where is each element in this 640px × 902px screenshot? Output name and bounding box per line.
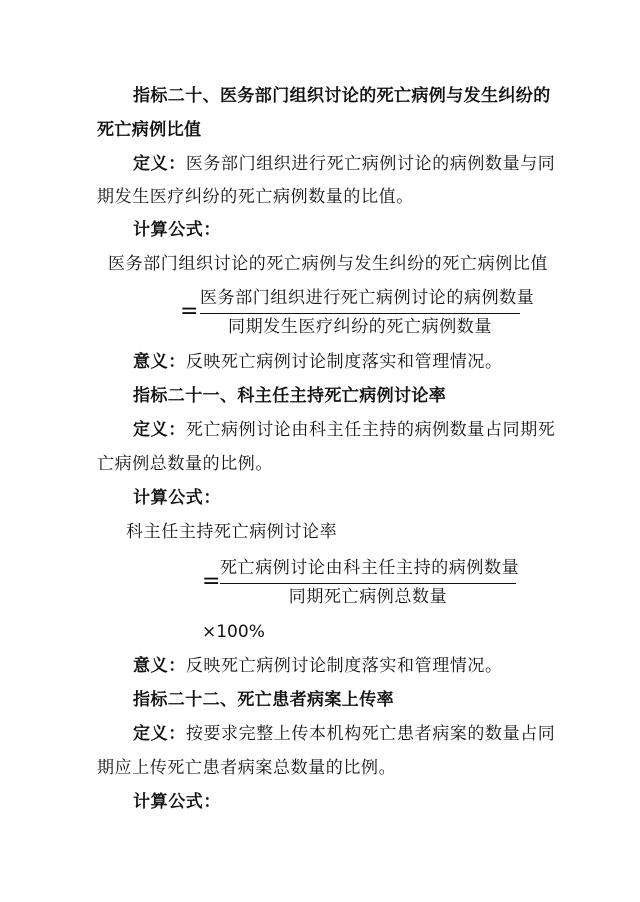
formula-numerator: 医务部门组织进行死亡病例讨论的病例数量 [200, 288, 535, 308]
indicator-21-meaning [133, 654, 503, 678]
indicator-21-definition-line2: 亡病例总数量的比例。 [97, 454, 273, 474]
definition-text: 死亡病例讨论由科主任主持的病例数量占同期死 [185, 420, 556, 440]
equals-sign: = [180, 299, 199, 324]
indicator-22-definition-line1 [133, 722, 555, 746]
indicator-21-definition-line1 [133, 418, 555, 442]
formula-denominator: 同期死亡病例总数量 [288, 587, 448, 607]
indicator-21-formula-multiplier: ×100% [202, 622, 265, 642]
indicator-20-title-line1: 指标二十、医务部门组织讨论的死亡病例与发生纠纷的 [133, 86, 551, 106]
definition-label: 定义： [133, 420, 186, 440]
formula-denominator: 同期发生医疗纠纷的死亡病例数量 [228, 317, 492, 337]
fraction-bar [220, 583, 516, 584]
indicator-22-definition-line2: 期应上传死亡患者病案总数量的比例。 [97, 758, 397, 778]
indicator-20-formula-fraction [180, 284, 540, 342]
indicator-21-title: 指标二十一、科主任主持死亡病例讨论率 [133, 386, 447, 406]
fraction-bar [200, 313, 520, 314]
indicator-20-formula-label: 计算公式： [133, 220, 221, 240]
equals-sign: = [202, 569, 221, 594]
definition-label: 定义： [133, 154, 186, 174]
indicator-20-definition-line2: 期发生医疗纠纷的死亡病例数量的比值。 [97, 187, 414, 207]
indicator-21-formula-lhs: 科主任主持死亡病例讨论率 [126, 522, 338, 542]
indicator-20-formula-lhs: 医务部门组织讨论的死亡病例与发生纠纷的死亡病例比值 [108, 254, 548, 274]
indicator-22-title: 指标二十二、死亡患者病案上传率 [133, 690, 394, 710]
indicator-21-formula-label: 计算公式： [133, 488, 221, 508]
indicator-21-formula-fraction [202, 554, 522, 612]
meaning-label: 意义： [133, 352, 186, 372]
meaning-text: 反映死亡病例讨论制度落实和管理情况。 [185, 656, 503, 676]
indicator-20-title-line2: 死亡病例比值 [97, 120, 202, 140]
definition-label: 定义： [133, 724, 186, 744]
definition-text: 按要求完整上传本机构死亡患者病案的数量占同 [185, 724, 556, 744]
indicator-20-definition-line1 [133, 152, 555, 176]
meaning-label: 意义： [133, 656, 186, 676]
meaning-text: 反映死亡病例讨论制度落实和管理情况。 [185, 352, 503, 372]
definition-text: 医务部门组织进行死亡病例讨论的病例数量与同 [185, 154, 556, 174]
formula-numerator: 死亡病例讨论由科主任主持的病例数量 [220, 558, 520, 578]
indicator-20-meaning [133, 350, 503, 374]
indicator-22-formula-label: 计算公式： [133, 792, 221, 812]
